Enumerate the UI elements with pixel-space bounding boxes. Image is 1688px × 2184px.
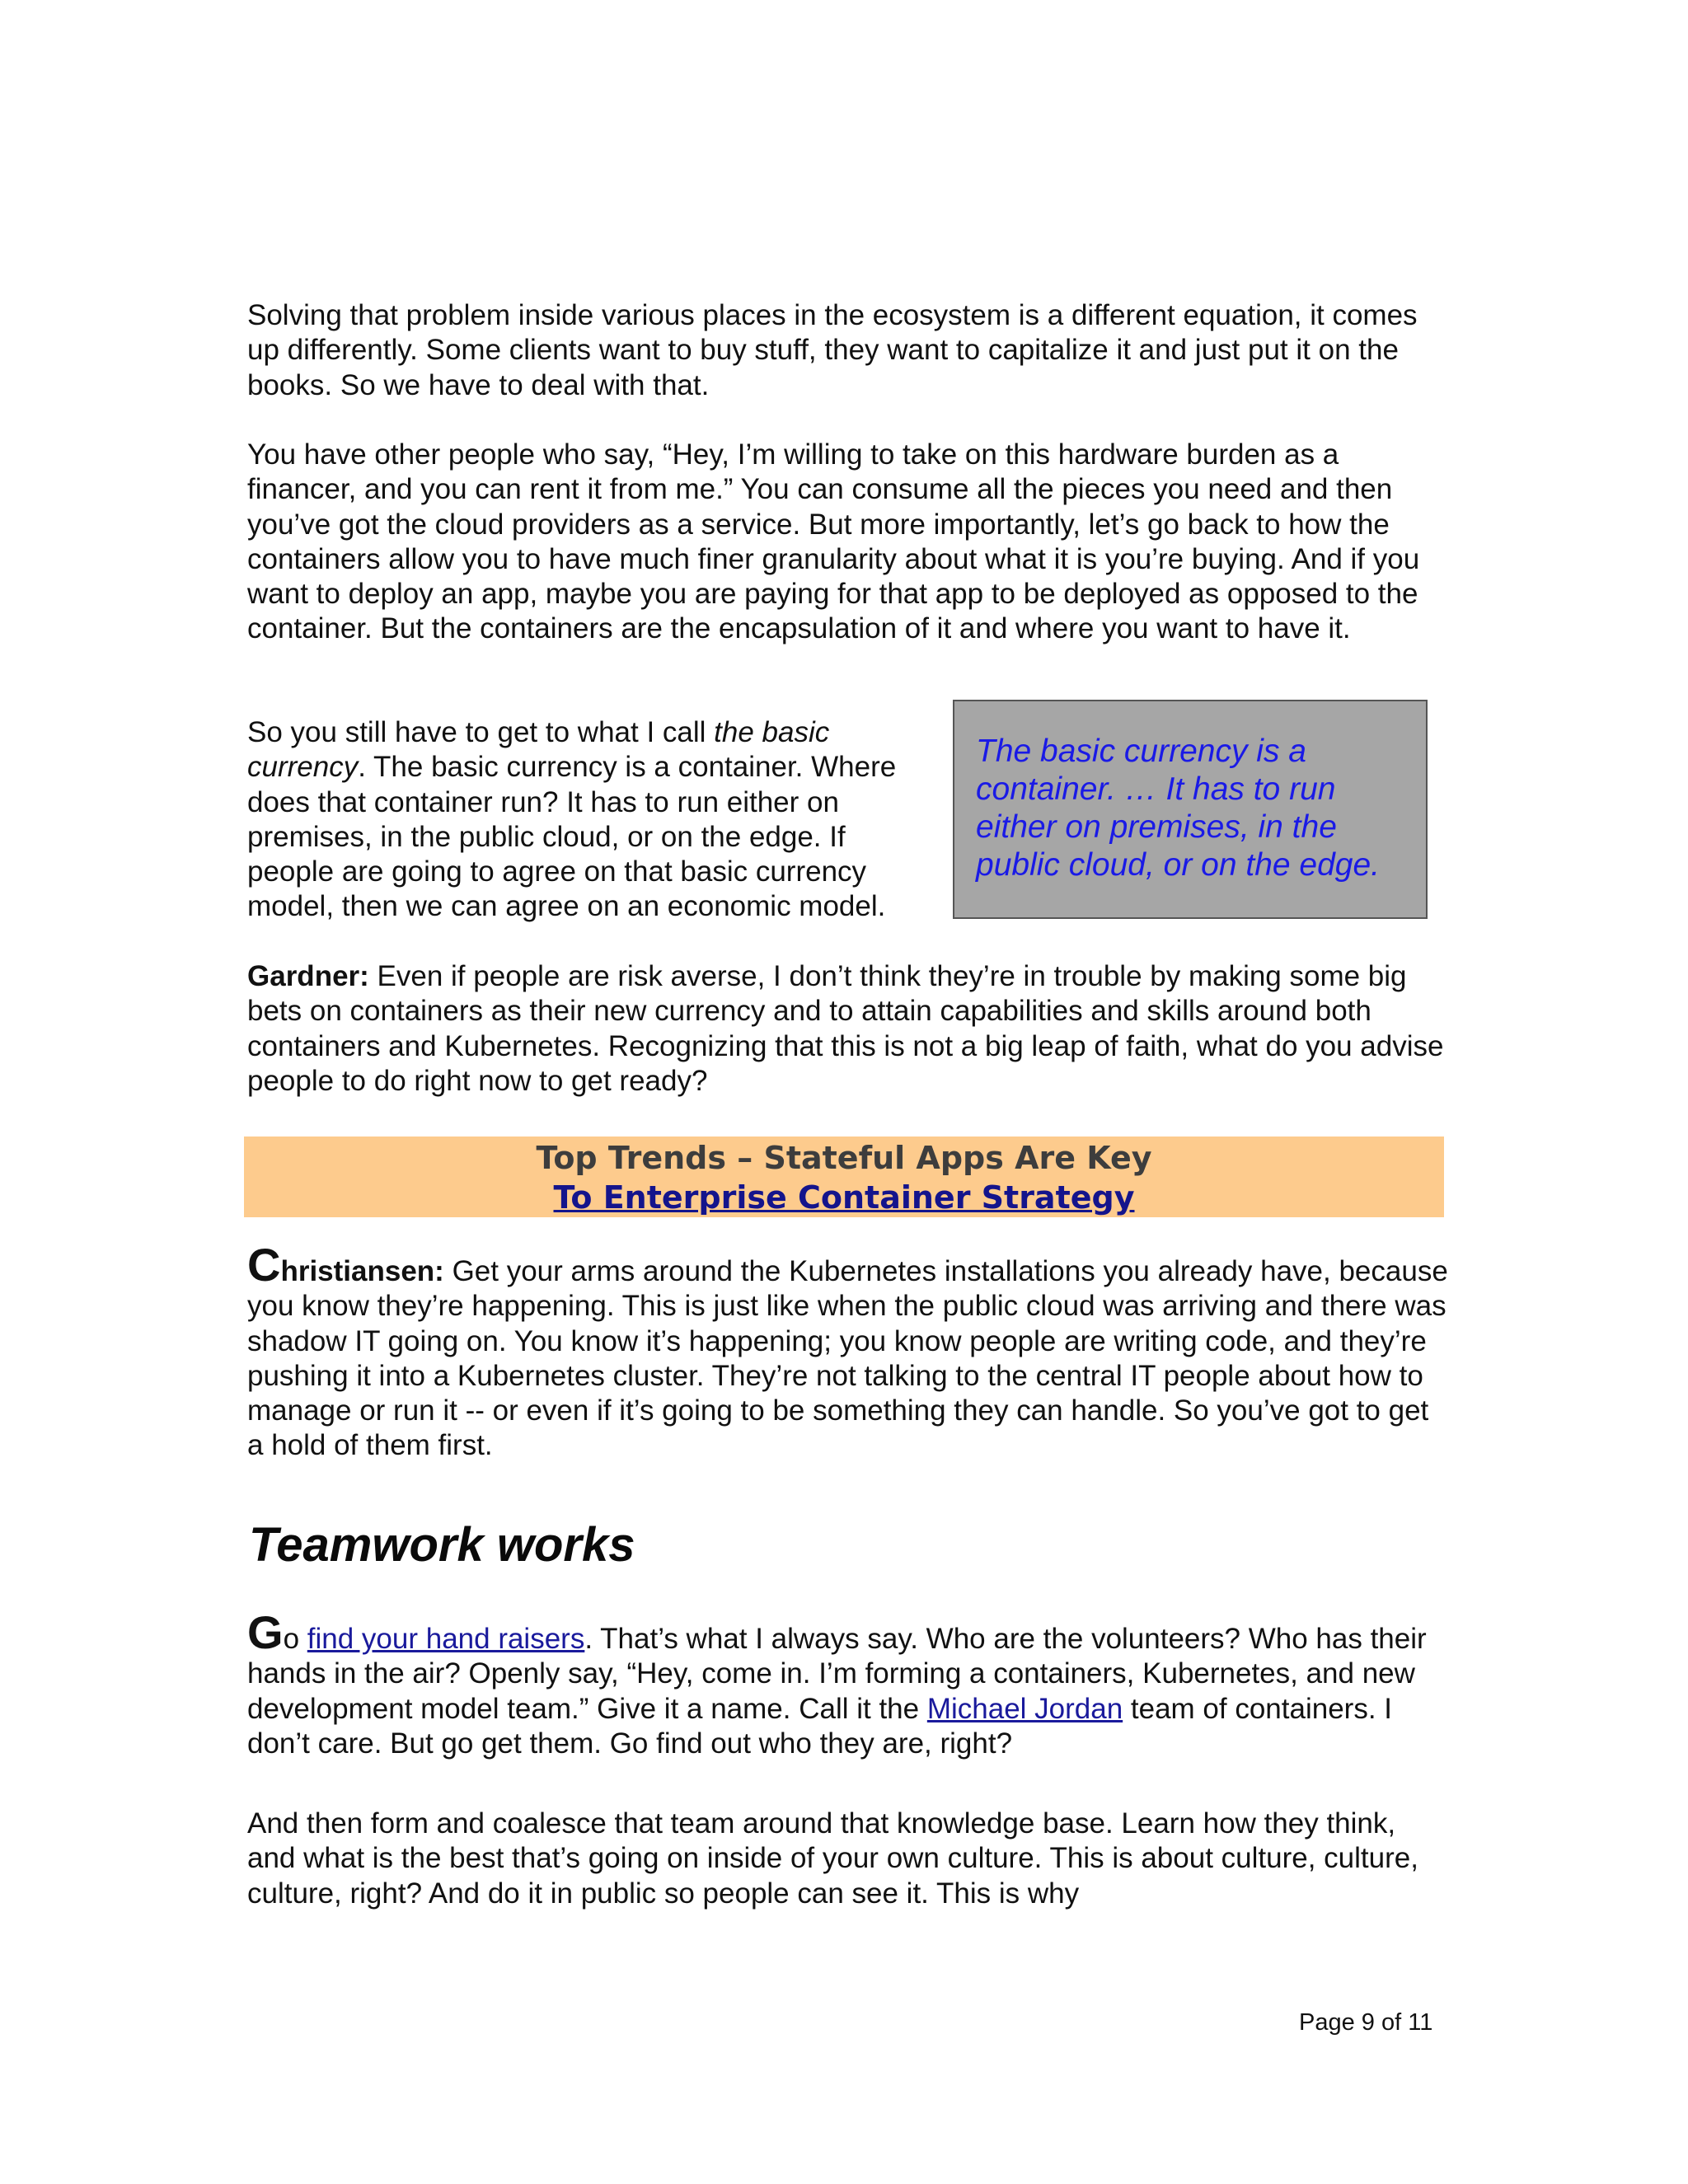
- michael-jordan-link[interactable]: Michael Jordan: [926, 1692, 1123, 1725]
- paragraph-gardner-question: [247, 959, 1451, 1099]
- speaker-gardner: Gardner:: [247, 960, 369, 992]
- basic-currency-term: the basic currency: [247, 716, 830, 784]
- hand-raisers-end: team of containers. I don’t care. But go get them. Go find out who they are, right?: [247, 1692, 1392, 1760]
- drop-cap-g: G: [247, 1606, 284, 1658]
- paragraph-basic-currency: [247, 715, 923, 925]
- gardner-question-text: Even if people are risk averse, I don’t think they’re in trouble by making some big bets on containers as their new currency and to attain capabilities and skills around both containers and Kubernetes. Recognizing that this is not a big leap of faith, what do you advise people to do right now to get ready?: [247, 960, 1444, 1097]
- paragraph-hand-raisers: [247, 1606, 1451, 1761]
- banner-link-line2[interactable]: To Enterprise Container Strategy: [553, 1179, 1135, 1216]
- paragraph-other-people: You have other people who say, “Hey, I’m willing to take on this hardware burden as a financer, and you can rent it from me.” You can consume all the pieces you need and then you’ve got the cloud providers as a service. But more importantly, let’s go back to how the containers allow you to have much finer granularity about what it is you’re buying. And if you want to deploy an app, maybe you are paying for that app to be deployed as opposed to the container. But the containers are the encapsulation of it and where you want to have it.: [247, 438, 1420, 645]
- paragraph-form-team: And then form and coalesce that team around that knowledge base. Learn how they think, and what is the best that’s going on inside of your own culture. This is about culture, culture, culture, right? And do it in public so people can see it. This is why: [247, 1807, 1418, 1910]
- section-heading: Teamwork works: [249, 1518, 635, 1572]
- pull-quote-box: [953, 700, 1428, 919]
- speaker-christiansen: hristiansen:: [280, 1255, 444, 1287]
- paragraph-solving-problem: Solving that problem inside various places in the ecosystem is a different equation, it comes up differently. Some clients want to buy stuff, they want to capitalize it and just put it on the books. So we have to deal with that.: [247, 299, 1418, 401]
- drop-cap-c: C: [247, 1239, 281, 1291]
- pull-quote-text: The basic currency is a container. … It has to run either on premises, in the public cloud, or on the edge.: [976, 733, 1381, 883]
- hand-raisers-start: o: [283, 1623, 307, 1655]
- hand-raisers-mid: . That’s what I always say. Who are the volunteers? Who has their hands in the air? Openly say, “Hey, come in. I’m forming a containers, Kubernetes, and new development model team.” Give it a name. Call it the: [247, 1623, 1427, 1725]
- paragraph-christiansen-answer: [247, 1239, 1451, 1464]
- basic-currency-intro: So you still have to get to what I call: [247, 716, 715, 748]
- related-article-banner[interactable]: [244, 1137, 1444, 1217]
- page-number: Page 9 of 11: [1299, 2009, 1433, 2036]
- christiansen-answer-text: Get your arms around the Kubernetes installations you already have, because you know they’re happening. This is just like when the public cloud was arriving and there was shadow IT going on. You know it’s happening; you know people are writing code, and they’re pushing it into a Kubernetes cluster. They’re not talking to the central IT people about how to manage or run it -- or even if it’s going to be something they can handle. So you’ve got to get a hold of them first.: [247, 1255, 1448, 1462]
- banner-title-line1: Top Trends – Stateful Apps Are Key: [536, 1140, 1152, 1176]
- basic-currency-rest: . The basic currency is a container. Where does that container run? It has to run either on premises, in the public cloud, or on the edge. If people are going to agree on that basic currency model, then we can agree on an economic model.: [247, 751, 897, 923]
- find-hand-raisers-link[interactable]: find your hand raisers: [307, 1623, 585, 1655]
